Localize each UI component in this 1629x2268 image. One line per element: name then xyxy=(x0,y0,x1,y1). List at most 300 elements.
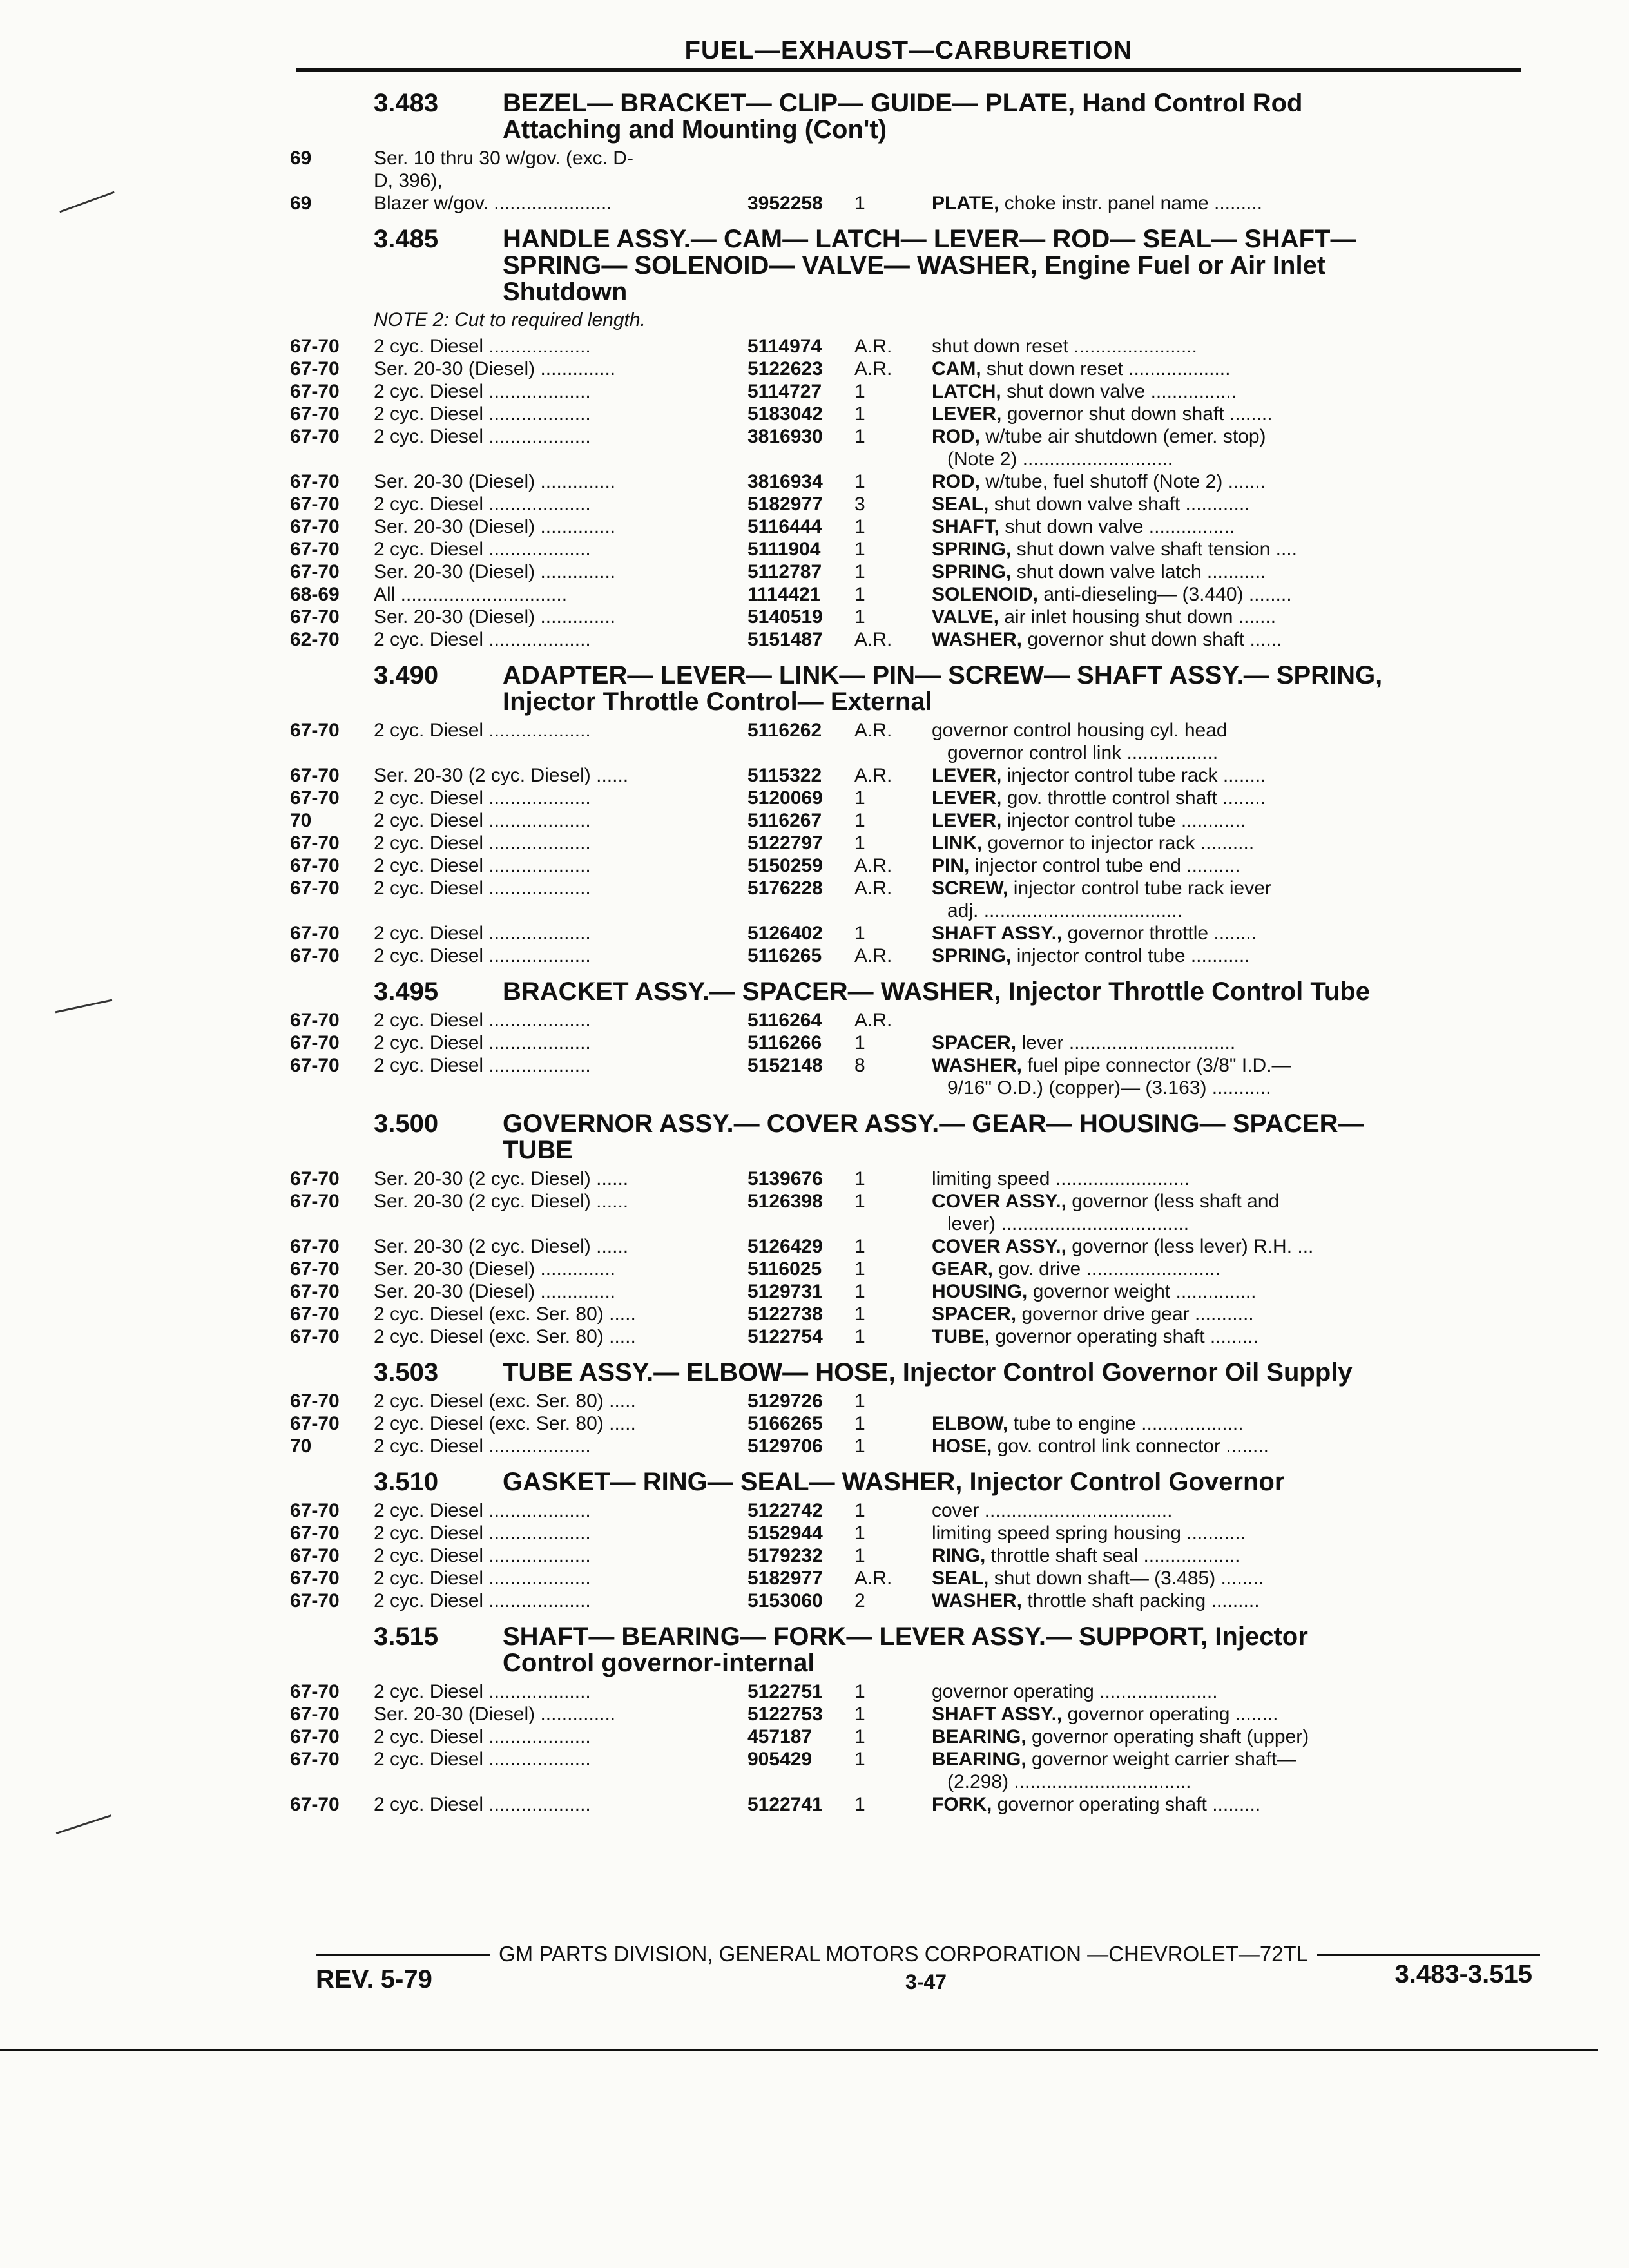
bottom-rule xyxy=(0,2049,1598,2051)
section-title-block xyxy=(503,1469,1527,1495)
quantity: 1 xyxy=(854,810,865,831)
description xyxy=(932,1435,1527,1457)
section-title: BRACKET ASSY.— SPACER— WASHER, Injector Throttle Control Tube xyxy=(503,977,1370,1006)
section-number: 3.485 xyxy=(374,225,439,253)
part-name: SPRING, xyxy=(932,561,1012,582)
part-number: 3816934 xyxy=(747,471,823,492)
section-3-500 xyxy=(290,1111,1527,1348)
part-name: FORK, xyxy=(932,1794,992,1815)
description xyxy=(932,1748,1527,1793)
quantity: 1 xyxy=(854,1523,865,1544)
model-years: 69 xyxy=(290,148,312,169)
part-row xyxy=(290,1499,1527,1522)
part-detail: governor shut down shaft ...... xyxy=(1022,629,1282,650)
part-number: 905429 xyxy=(747,1749,813,1770)
part-number: 5122753 xyxy=(747,1704,823,1725)
application: 2 cyc. Diesel (exc. Ser. 80) ..... xyxy=(374,1303,636,1325)
model-years: 67-70 xyxy=(290,1568,340,1589)
application: 2 cyc. Diesel ................... xyxy=(374,1055,591,1076)
description xyxy=(932,1258,1527,1280)
part-row xyxy=(290,515,1527,538)
description xyxy=(932,1793,1527,1816)
description-line xyxy=(932,380,1527,403)
description-line xyxy=(932,719,1527,742)
section-3-495 xyxy=(290,979,1527,1099)
description xyxy=(932,1280,1527,1303)
part-row xyxy=(290,380,1527,403)
part-detail: shut down valve ................ xyxy=(999,516,1235,537)
application: Ser. 20-30 (Diesel) .............. xyxy=(374,1281,616,1302)
section-heading xyxy=(290,90,1527,143)
quantity: 1 xyxy=(854,606,865,628)
quantity: 1 xyxy=(854,1413,865,1434)
application: Ser. 20-30 (2 cyc. Diesel) ...... xyxy=(374,1191,629,1212)
part-name: COVER ASSY., xyxy=(932,1236,1066,1257)
section-heading xyxy=(290,226,1527,305)
part-number: 5126398 xyxy=(747,1191,823,1212)
part-detail: injector control tube rack iever xyxy=(1008,878,1271,899)
application: Ser. 20-30 (Diesel) .............. xyxy=(374,1258,616,1280)
section-title-block xyxy=(503,979,1527,1005)
description-line xyxy=(932,877,1527,899)
section-title-block xyxy=(503,1360,1527,1386)
application: 2 cyc. Diesel ................... xyxy=(374,720,591,741)
part-number: 5176228 xyxy=(747,878,823,899)
application: 2 cyc. Diesel ................... xyxy=(374,878,591,899)
part-number: 5112787 xyxy=(747,561,822,582)
part-number: 5182977 xyxy=(747,1568,823,1589)
part-detail: injector control tube end .......... xyxy=(969,855,1240,876)
description-line xyxy=(932,1190,1527,1213)
section-3-510 xyxy=(290,1469,1527,1612)
quantity: A.R. xyxy=(854,878,892,899)
section-number: 3.495 xyxy=(374,977,439,1006)
part-row xyxy=(290,1412,1527,1435)
application: Ser. 20-30 (Diesel) .............. xyxy=(374,471,616,492)
description xyxy=(932,628,1527,651)
description xyxy=(932,1190,1527,1235)
application: 2 cyc. Diesel ................... xyxy=(374,787,591,809)
part-row xyxy=(290,1235,1527,1258)
part-row xyxy=(290,1303,1527,1325)
part-number: 5116265 xyxy=(747,945,822,966)
part-number: 5183042 xyxy=(747,403,823,425)
application: 2 cyc. Diesel ................... xyxy=(374,945,591,966)
part-row xyxy=(290,1435,1527,1457)
section-3-483 xyxy=(290,90,1527,215)
description-continued: adj. ..................................... xyxy=(947,900,1183,921)
part-row xyxy=(290,561,1527,583)
application: 2 cyc. Diesel ................... xyxy=(374,426,591,447)
part-name: LEVER, xyxy=(932,403,1002,425)
description xyxy=(932,606,1527,628)
part-row xyxy=(290,854,1527,877)
part-row xyxy=(290,1522,1527,1544)
section-heading xyxy=(290,979,1527,1005)
model-years: 67-70 xyxy=(290,765,340,786)
description-line xyxy=(932,1235,1527,1258)
part-row xyxy=(290,1280,1527,1303)
description-line xyxy=(932,809,1527,832)
description xyxy=(932,877,1527,922)
description-line xyxy=(932,358,1527,380)
section-note: NOTE 2: Cut to required length. xyxy=(374,309,646,331)
part-name: SHAFT ASSY., xyxy=(932,923,1063,944)
part-detail: injector control tube rack ........ xyxy=(1001,765,1266,786)
part-detail: governor weight carrier shaft— xyxy=(1026,1749,1296,1770)
model-years: 67-70 xyxy=(290,720,340,741)
model-years: 67-70 xyxy=(290,381,340,402)
part-detail: gov. drive ......................... xyxy=(993,1258,1220,1280)
parts-listing xyxy=(290,79,1527,1816)
part-number: 5122754 xyxy=(747,1326,823,1347)
parts-rows xyxy=(290,1009,1527,1099)
model-years: 67-70 xyxy=(290,855,340,876)
model-years: 67-70 xyxy=(290,1681,340,1702)
part-row xyxy=(290,583,1527,606)
section-number: 3.483 xyxy=(374,89,439,117)
footer-section-range: 3.483-3.515 xyxy=(1394,1960,1532,1988)
description-line xyxy=(932,628,1527,651)
description xyxy=(932,764,1527,787)
application: 2 cyc. Diesel ................... xyxy=(374,1523,591,1544)
application: All ............................... xyxy=(374,584,568,605)
part-row xyxy=(290,1168,1527,1190)
application: 2 cyc. Diesel ................... xyxy=(374,923,591,944)
part-detail: governor operating shaft ......... xyxy=(992,1794,1261,1815)
part-number: 5139676 xyxy=(747,1168,823,1189)
part-row xyxy=(290,1725,1527,1748)
application: 2 cyc. Diesel ................... xyxy=(374,539,591,560)
description-line xyxy=(932,192,1527,215)
application: Ser. 20-30 (Diesel) .............. xyxy=(374,516,616,537)
section-title-continued: TUBE xyxy=(503,1136,573,1164)
application: 2 cyc. Diesel ................... xyxy=(374,336,591,357)
quantity: 1 xyxy=(854,1500,865,1521)
section-title: ADAPTER— LEVER— LINK— PIN— SCREW— SHAFT ASSY.— SPRING, xyxy=(503,661,1383,689)
footer-page-number: 3-47 xyxy=(905,1970,947,1994)
quantity: 1 xyxy=(854,1794,865,1815)
description xyxy=(932,515,1527,538)
part-number: 1114421 xyxy=(747,584,821,605)
footer-rule-left xyxy=(316,1954,490,1956)
part-row xyxy=(290,945,1527,967)
parts-rows xyxy=(290,1499,1527,1612)
model-years: 67-70 xyxy=(290,1281,340,1302)
model-years: 67-70 xyxy=(290,1236,340,1257)
description xyxy=(932,1567,1527,1590)
description xyxy=(932,922,1527,945)
description-line xyxy=(932,1280,1527,1303)
quantity: A.R. xyxy=(854,1010,892,1031)
model-years: 67-70 xyxy=(290,1704,340,1725)
application: 2 cyc. Diesel ................... xyxy=(374,629,591,650)
quantity: 1 xyxy=(854,1704,865,1725)
model-years: 67-70 xyxy=(290,336,340,357)
description-continued: 9/16" O.D.) (copper)— (3.163) ........... xyxy=(947,1077,1271,1099)
quantity: 1 xyxy=(854,426,865,447)
part-number: 5122741 xyxy=(747,1794,823,1815)
part-detail: air inlet housing shut down ....... xyxy=(998,606,1277,628)
description xyxy=(932,583,1527,606)
description-line xyxy=(932,493,1527,515)
part-detail: shut down reset ................... xyxy=(981,358,1231,380)
part-row xyxy=(290,403,1527,425)
part-number: 5122738 xyxy=(747,1303,823,1325)
application: 2 cyc. Diesel ................... xyxy=(374,855,591,876)
section-title-continued: SPRING— SOLENOID— VALVE— WASHER, Engine Fuel or Air Inlet xyxy=(503,251,1326,280)
model-years: 67-70 xyxy=(290,1055,340,1076)
section-number: 3.490 xyxy=(374,661,439,689)
model-years: 67-70 xyxy=(290,1413,340,1434)
part-row xyxy=(290,1325,1527,1348)
part-row xyxy=(290,877,1527,922)
section-title-continued: Control governor-internal xyxy=(503,1649,815,1677)
part-name: HOUSING, xyxy=(932,1281,1028,1302)
part-row xyxy=(290,1680,1527,1703)
description-line xyxy=(932,1567,1527,1590)
section-number: 3.500 xyxy=(374,1110,439,1138)
model-years: 67-70 xyxy=(290,1545,340,1566)
model-years: 70 xyxy=(290,810,312,831)
description xyxy=(932,1522,1527,1544)
quantity: A.R. xyxy=(854,629,892,650)
part-row xyxy=(290,192,1527,215)
section-title: SHAFT— BEARING— FORK— LEVER ASSY.— SUPPORT, Injector xyxy=(503,1622,1308,1651)
section-title-block xyxy=(503,662,1527,715)
header-rule xyxy=(296,68,1521,72)
quantity: A.R. xyxy=(854,358,892,380)
part-detail: injector control tube ........... xyxy=(1011,945,1250,966)
part-name: WASHER, xyxy=(932,1590,1023,1611)
description-line xyxy=(932,832,1527,854)
quantity: 1 xyxy=(854,1032,865,1053)
application: 2 cyc. Diesel ................... xyxy=(374,1500,591,1521)
application: 2 cyc. Diesel ................... xyxy=(374,494,591,515)
model-years: 67-70 xyxy=(290,787,340,809)
quantity: 1 xyxy=(854,516,865,537)
description-line xyxy=(932,1703,1527,1725)
description-line xyxy=(932,922,1527,945)
description-line xyxy=(932,538,1527,561)
part-name: WASHER, xyxy=(932,1055,1023,1076)
part-row xyxy=(290,1032,1527,1054)
part-row xyxy=(290,764,1527,787)
part-name: BEARING, xyxy=(932,1749,1027,1770)
binder-mark xyxy=(55,999,113,1014)
model-years: 67-70 xyxy=(290,606,340,628)
application: 2 cyc. Diesel ................... xyxy=(374,1590,591,1611)
quantity: 1 xyxy=(854,381,865,402)
part-row xyxy=(290,1703,1527,1725)
part-number: 5116266 xyxy=(747,1032,822,1053)
part-row xyxy=(290,809,1527,832)
quantity: 1 xyxy=(854,1191,865,1212)
section-title-block xyxy=(503,90,1527,143)
section-title: HANDLE ASSY.— CAM— LATCH— LEVER— ROD— SEAL— SHAFT— xyxy=(503,225,1356,253)
description xyxy=(932,1725,1527,1748)
part-row xyxy=(290,335,1527,358)
description xyxy=(932,809,1527,832)
description xyxy=(932,358,1527,380)
model-years: 67-70 xyxy=(290,1191,340,1212)
application: 2 cyc. Diesel ................... xyxy=(374,810,591,831)
model-years: 67-70 xyxy=(290,1258,340,1280)
section-heading xyxy=(290,1624,1527,1677)
part-number: 5116444 xyxy=(747,516,822,537)
part-name: LEVER, xyxy=(932,810,1002,831)
part-detail: governor operating shaft ......... xyxy=(990,1326,1258,1347)
part-detail: injector control tube ............ xyxy=(1001,810,1246,831)
description-line xyxy=(932,425,1527,448)
description-line xyxy=(932,1725,1527,1748)
description-line xyxy=(932,403,1527,425)
quantity: 1 xyxy=(854,1436,865,1457)
part-number: 5122742 xyxy=(747,1500,823,1521)
model-years: 67-70 xyxy=(290,1726,340,1747)
part-row xyxy=(290,1748,1527,1793)
part-number: 5179232 xyxy=(747,1545,823,1566)
section-title: GASKET— RING— SEAL— WASHER, Injector Control Governor xyxy=(503,1468,1285,1496)
description xyxy=(932,493,1527,515)
description-line xyxy=(932,335,1527,358)
part-name: LEVER, xyxy=(932,765,1002,786)
section-3-515 xyxy=(290,1624,1527,1816)
application: 2 cyc. Diesel ................... xyxy=(374,381,591,402)
part-row xyxy=(290,1258,1527,1280)
quantity: 1 xyxy=(854,1281,865,1302)
description xyxy=(932,719,1527,764)
model-years: 67-70 xyxy=(290,945,340,966)
footer-rule-right xyxy=(1317,1954,1540,1956)
part-row xyxy=(290,832,1527,854)
description-line xyxy=(932,1499,1527,1522)
part-row xyxy=(290,628,1527,651)
model-years: 67-70 xyxy=(290,1794,340,1815)
part-number: 5116264 xyxy=(747,1010,822,1031)
part-number: 5120069 xyxy=(747,787,823,809)
application: 2 cyc. Diesel ................... xyxy=(374,403,591,425)
application: 2 cyc. Diesel ................... xyxy=(374,1436,591,1457)
model-years: 67-70 xyxy=(290,516,340,537)
part-detail: governor throttle ........ xyxy=(1062,923,1257,944)
part-name: SOLENOID, xyxy=(932,584,1039,605)
part-detail: governor weight ............... xyxy=(1027,1281,1257,1302)
description xyxy=(932,1054,1527,1099)
part-name: SHAFT, xyxy=(932,516,999,537)
part-detail: governor operating shaft (upper) xyxy=(1026,1726,1309,1747)
part-number: 5116025 xyxy=(747,1258,822,1280)
section-title-block xyxy=(503,1111,1527,1164)
description xyxy=(932,1235,1527,1258)
description xyxy=(932,787,1527,809)
model-years: 67-70 xyxy=(290,878,340,899)
description xyxy=(932,1703,1527,1725)
part-detail: shut down shaft— (3.485) ........ xyxy=(988,1568,1264,1589)
quantity: 2 xyxy=(854,1590,865,1611)
description-line xyxy=(932,1793,1527,1816)
part-name: ROD, xyxy=(932,426,980,447)
quantity: 1 xyxy=(854,1258,865,1280)
application: 2 cyc. Diesel ................... xyxy=(374,1568,591,1589)
description xyxy=(932,335,1527,358)
part-name: LATCH, xyxy=(932,381,1001,402)
description-line xyxy=(932,583,1527,606)
part-row xyxy=(290,1054,1527,1099)
model-years: 67-70 xyxy=(290,358,340,380)
description-continued: (2.298) ................................. xyxy=(947,1771,1191,1792)
application: Ser. 20-30 (Diesel) .............. xyxy=(374,606,616,628)
model-years: 67-70 xyxy=(290,1303,340,1325)
model-years: 68-69 xyxy=(290,584,340,605)
description-continued: (Note 2) ............................ xyxy=(947,448,1173,470)
model-years: 62-70 xyxy=(290,629,340,650)
description xyxy=(932,1325,1527,1348)
application: 2 cyc. Diesel ................... xyxy=(374,1010,591,1031)
quantity: 1 xyxy=(854,471,865,492)
quantity: 1 xyxy=(854,1726,865,1747)
part-number: 5122751 xyxy=(747,1681,823,1702)
quantity: A.R. xyxy=(854,945,892,966)
part-name: VALVE, xyxy=(932,606,999,628)
part-row xyxy=(290,922,1527,945)
part-name: SEAL, xyxy=(932,1568,989,1589)
section-heading xyxy=(290,1360,1527,1386)
application: 2 cyc. Diesel ................... xyxy=(374,1032,591,1053)
part-detail: shut down valve latch ........... xyxy=(1011,561,1266,582)
part-name: PIN, xyxy=(932,855,970,876)
parts-rows xyxy=(290,1390,1527,1457)
section-heading xyxy=(290,1111,1527,1164)
binder-mark xyxy=(56,1814,112,1834)
quantity: A.R. xyxy=(854,1568,892,1589)
section-heading xyxy=(290,1469,1527,1495)
part-row xyxy=(290,493,1527,515)
quantity: 1 xyxy=(854,1390,865,1412)
part-name: PLATE, xyxy=(932,193,999,214)
quantity: 1 xyxy=(854,1681,865,1702)
part-row xyxy=(290,169,1527,192)
model-years: 67-70 xyxy=(290,1010,340,1031)
model-years: 67-70 xyxy=(290,1390,340,1412)
part-row xyxy=(290,1009,1527,1032)
part-name: SHAFT ASSY., xyxy=(932,1704,1063,1725)
part-number: 5129706 xyxy=(747,1436,823,1457)
part-detail: shut down valve ................ xyxy=(1001,381,1237,402)
part-number: 3816930 xyxy=(747,426,823,447)
page-header: FUEL—EXHAUST—CARBURETION xyxy=(684,36,1133,64)
part-detail: limiting speed spring housing ........... xyxy=(932,1523,1246,1544)
section-title: GOVERNOR ASSY.— COVER ASSY.— GEAR— HOUSING— SPACER— xyxy=(503,1110,1364,1138)
application: 2 cyc. Diesel ................... xyxy=(374,1794,591,1815)
description-line xyxy=(932,1054,1527,1077)
description-line xyxy=(932,606,1527,628)
part-name: COVER ASSY., xyxy=(932,1191,1066,1212)
model-years: 67-70 xyxy=(290,539,340,560)
part-row xyxy=(290,425,1527,470)
part-detail: cover ................................... xyxy=(932,1500,1173,1521)
description xyxy=(932,945,1527,967)
parts-rows xyxy=(290,1168,1527,1348)
part-detail: lever ............................... xyxy=(1016,1032,1236,1053)
application: 2 cyc. Diesel ................... xyxy=(374,1681,591,1702)
model-years: 67-70 xyxy=(290,1032,340,1053)
application: 2 cyc. Diesel ................... xyxy=(374,832,591,854)
section-title-continued: Shutdown xyxy=(503,278,628,306)
model-years: 67-70 xyxy=(290,1326,340,1347)
part-number: 3952258 xyxy=(747,193,823,214)
application: D, 396), xyxy=(374,170,443,191)
